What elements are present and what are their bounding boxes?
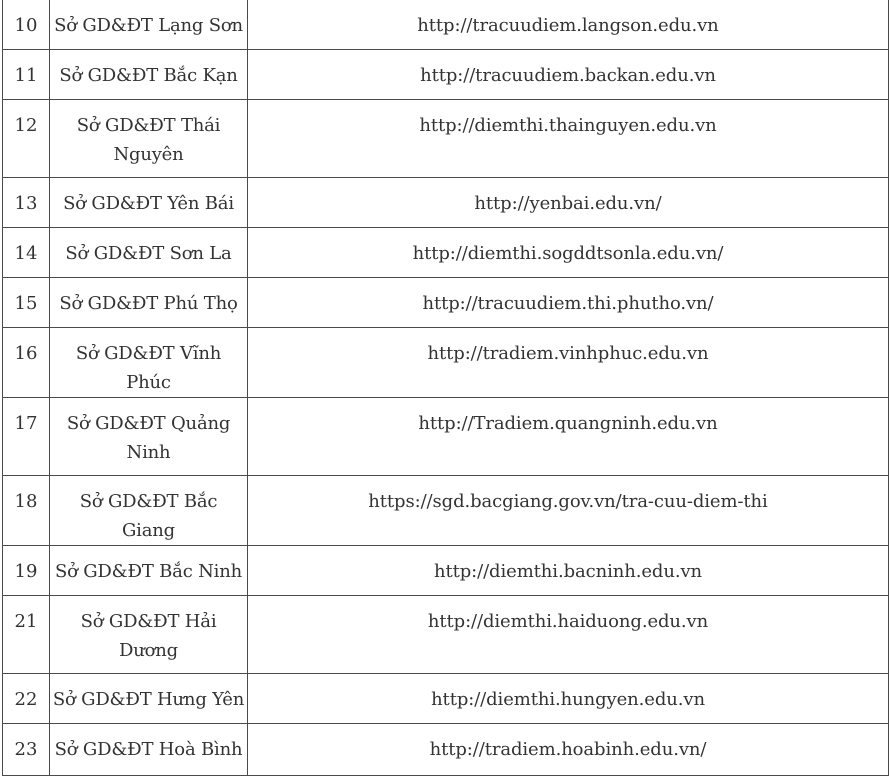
exam-results-lookup-table: [2, 0, 889, 776]
department-name: Sở GD&ĐT Quảng Ninh: [50, 398, 248, 476]
lookup-url: http://tradiem.hoabinh.edu.vn/: [248, 724, 889, 776]
lookup-url: http://tradiem.vinhphuc.edu.vn: [248, 328, 889, 398]
department-name: Sở GD&ĐT Hưng Yên: [50, 674, 248, 724]
lookup-url: http://tracuudiem.thi.phutho.vn/: [248, 278, 889, 328]
row-number: 10: [3, 0, 50, 50]
table-row: [3, 596, 889, 674]
lookup-url: http://diemthi.hungyen.edu.vn: [248, 674, 889, 724]
table-row: [3, 50, 889, 100]
row-number: 15: [3, 278, 50, 328]
department-name: Sở GD&ĐT Sơn La: [50, 228, 248, 278]
lookup-url: http://diemthi.thainguyen.edu.vn: [248, 100, 889, 178]
department-name: Sở GD&ĐT Vĩnh Phúc: [50, 328, 248, 398]
department-name: Sở GD&ĐT Thái Nguyên: [50, 100, 248, 178]
lookup-url: http://tracuudiem.backan.edu.vn: [248, 50, 889, 100]
row-number: 14: [3, 228, 50, 278]
department-name: Sở GD&ĐT Hoà Bình: [50, 724, 248, 776]
department-name: Sở GD&ĐT Bắc Ninh: [50, 546, 248, 596]
row-number: 19: [3, 546, 50, 596]
department-name: Sở GD&ĐT Lạng Sơn: [50, 0, 248, 50]
table-row: [3, 546, 889, 596]
row-number: 11: [3, 50, 50, 100]
row-number: 17: [3, 398, 50, 476]
lookup-url: https://sgd.bacgiang.gov.vn/tra-cuu-diem-thi: [248, 476, 889, 546]
row-number: 18: [3, 476, 50, 546]
lookup-url: http://Tradiem.quangninh.edu.vn: [248, 398, 889, 476]
row-number: 12: [3, 100, 50, 178]
table-row: [3, 674, 889, 724]
table-row: [3, 724, 889, 776]
row-number: 23: [3, 724, 50, 776]
department-name: Sở GD&ĐT Bắc Giang: [50, 476, 248, 546]
lookup-url: http://diemthi.bacninh.edu.vn: [248, 546, 889, 596]
lookup-url: http://tracuudiem.langson.edu.vn: [248, 0, 889, 50]
table-row: [3, 0, 889, 50]
row-number: 16: [3, 328, 50, 398]
department-name: Sở GD&ĐT Yên Bái: [50, 178, 248, 228]
lookup-url: http://diemthi.sogddtsonla.edu.vn/: [248, 228, 889, 278]
table-row: [3, 178, 889, 228]
row-number: 13: [3, 178, 50, 228]
department-name: Sở GD&ĐT Hải Dương: [50, 596, 248, 674]
row-number: 21: [3, 596, 50, 674]
table-row: [3, 398, 889, 476]
lookup-url: http://diemthi.haiduong.edu.vn: [248, 596, 889, 674]
table-row: [3, 228, 889, 278]
table-row: [3, 100, 889, 178]
table-row: [3, 476, 889, 546]
table-row: [3, 278, 889, 328]
department-name: Sở GD&ĐT Bắc Kạn: [50, 50, 248, 100]
row-number: 22: [3, 674, 50, 724]
lookup-url: http://yenbai.edu.vn/: [248, 178, 889, 228]
department-name: Sở GD&ĐT Phú Thọ: [50, 278, 248, 328]
table-row: [3, 328, 889, 398]
